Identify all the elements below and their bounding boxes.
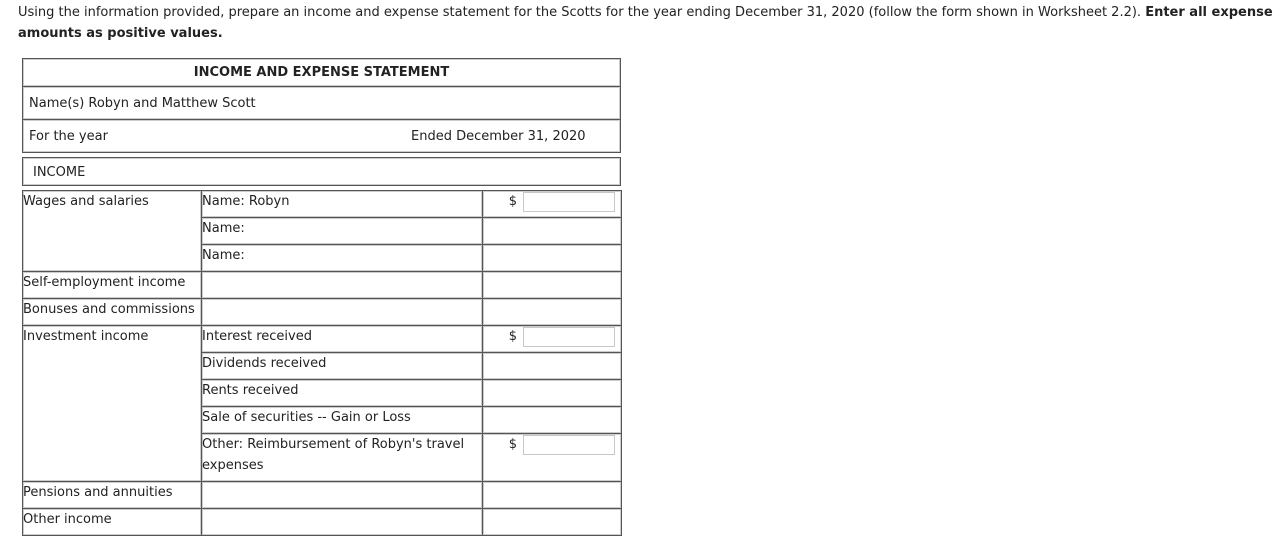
- item-cell: [202, 353, 483, 380]
- item-cell: [202, 434, 483, 482]
- category-label: Other income: [23, 512, 112, 527]
- category-cell: [23, 299, 202, 326]
- amount-cell: [483, 407, 622, 434]
- item-label: Dividends received: [202, 356, 327, 371]
- item-cell: [202, 245, 483, 272]
- period-value: Ended December 31, 2020: [411, 129, 586, 144]
- item-cell: [202, 380, 483, 407]
- category-label: Wages and salaries: [23, 194, 149, 209]
- category-label: Investment income: [23, 329, 149, 344]
- names-label: Name(s) Robyn and Matthew Scott: [29, 96, 256, 111]
- category-cell: [23, 509, 202, 536]
- item-cell: [202, 482, 483, 509]
- table-row: [23, 482, 622, 509]
- statement-title: [22, 58, 621, 87]
- amount-cell: [483, 380, 622, 407]
- item-cell: [202, 191, 483, 218]
- amount-cell: [483, 299, 622, 326]
- amount-cell: [483, 509, 622, 536]
- instructions-text: Using the information provided, prepare an income and expense statement for the Scotts for the year ending December 31, 2020 (follow the form shown in Worksheet 2.2).: [18, 5, 1146, 20]
- category-label: Self-employment income: [23, 275, 186, 290]
- category-label: Bonuses and commissions: [23, 302, 195, 317]
- amount-cell: [483, 191, 622, 218]
- period-row: [22, 119, 621, 153]
- amount-cell: [483, 326, 622, 353]
- period-label: For the year: [29, 129, 108, 144]
- item-cell: [202, 218, 483, 245]
- amount-cell: [483, 245, 622, 272]
- dollar-sign: $: [508, 437, 517, 452]
- item-label: Other: Reimbursement of Robyn's travel expenses: [202, 437, 465, 473]
- category-cell: [23, 272, 202, 299]
- income-header-label: INCOME: [33, 165, 86, 180]
- other-reimbursement-input[interactable]: [523, 435, 615, 455]
- item-cell: [202, 509, 483, 536]
- income-section-header: [22, 157, 621, 186]
- table-row: [23, 326, 622, 353]
- table-row: [23, 272, 622, 299]
- category-cell: [23, 191, 202, 272]
- item-label: Rents received: [202, 383, 299, 398]
- instructions-bold: Enter all expense amounts as positive values.: [18, 5, 1273, 41]
- item-cell: [202, 272, 483, 299]
- item-label: Interest received: [202, 329, 312, 344]
- item-cell: [202, 326, 483, 353]
- item-label: Sale of securities -- Gain or Loss: [202, 410, 411, 425]
- amount-cell: [483, 353, 622, 380]
- item-cell: [202, 407, 483, 434]
- dollar-sign: $: [508, 329, 517, 344]
- category-cell: [23, 482, 202, 509]
- item-cell: [202, 299, 483, 326]
- names-row: [22, 86, 621, 120]
- category-cell: [23, 326, 202, 482]
- wages-robyn-input[interactable]: [523, 192, 615, 212]
- amount-cell: [483, 434, 622, 482]
- category-label: Pensions and annuities: [23, 485, 173, 500]
- statement-title-text: INCOME AND EXPENSE STATEMENT: [193, 65, 450, 80]
- item-label: Name:: [202, 221, 245, 236]
- amount-cell: [483, 272, 622, 299]
- table-row: [23, 509, 622, 536]
- dollar-sign: $: [508, 194, 517, 209]
- amount-cell: [483, 218, 622, 245]
- table-row: [23, 299, 622, 326]
- item-label: Name:: [202, 248, 245, 263]
- instructions: [18, 2, 1280, 44]
- interest-received-input[interactable]: [523, 327, 615, 347]
- item-label: Name: Robyn: [202, 194, 290, 209]
- amount-cell: [483, 482, 622, 509]
- table-row: [23, 191, 622, 218]
- income-table: [22, 190, 622, 536]
